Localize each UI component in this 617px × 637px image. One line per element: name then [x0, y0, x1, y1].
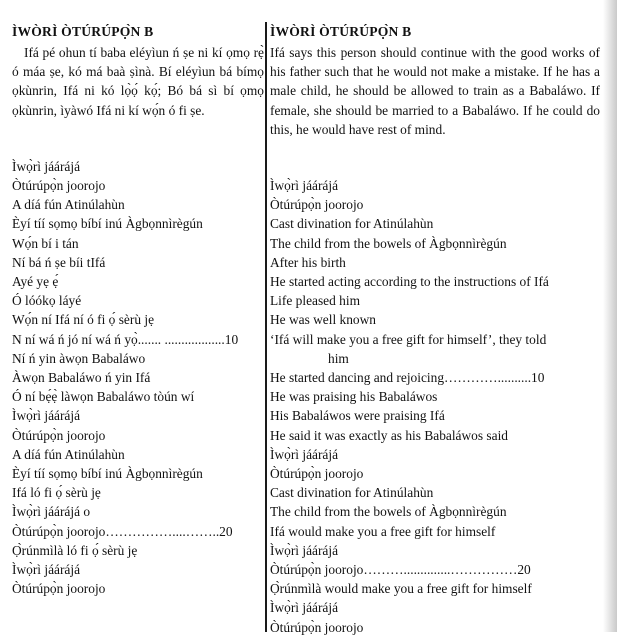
spacer	[12, 120, 264, 157]
verse-line: Ìwọ̀rì jáárájá	[270, 178, 339, 194]
verse-line: Òtúrúpọ̀n joorojo	[12, 581, 106, 597]
verse-line: Òtúrúpọ̀n joorojo	[270, 466, 364, 482]
verse-line: Òtúrúpọ̀n joorojo………..............……………20	[270, 562, 531, 578]
english-verses	[270, 176, 600, 637]
verse-line: Ìwọ̀rì jáárájá	[270, 600, 339, 616]
verse-line: Àwọn Babaláwo ń yin Ifá	[12, 370, 151, 386]
english-column	[270, 22, 600, 637]
verse-line: Ìwọ̀rì jáárájá	[270, 542, 339, 558]
verse-line: His Babaláwos were praising Ifá	[270, 408, 445, 424]
verse-line: Ìwọ̀rì jáárájá	[12, 562, 81, 578]
verse-line: Ọ̀rúnmìlà ló fi ọ́ sèrù jẹ	[12, 542, 138, 558]
verse-line: Ifá ló fi ọ́ sèrù jẹ	[12, 485, 101, 501]
page-edge-shadow	[603, 0, 617, 632]
spacer	[270, 139, 600, 176]
verse-line: Òtúrúpọ̀n joorojo	[270, 197, 364, 213]
verse-line: Èyí tíí sọmọ bíbí inú Àgbọnnìrègún	[12, 466, 203, 482]
verse-line: Òtúrúpọ̀n joorojo……………....……..20	[12, 523, 233, 539]
verse-line: The child from the bowels of Àgbọnnìrègún	[270, 235, 507, 251]
verse-line: He was praising his Babaláwos	[270, 389, 438, 405]
english-intro: Ifá says this person should continue with the good works of his father such that he would not make a mistake. If he has a male child, he should be allowed to train as a Babaláwo. If female, she should be married to a Babaláwo. If he could do this, he would have rest of mind.	[270, 45, 600, 137]
verse-line: He said it was exactly as his Babaláwos said	[270, 427, 508, 443]
verse-line: Ọ̀rúnmìlà would make you a free gift for himself	[270, 581, 532, 597]
verse-line: Òtúrúpọ̀n joorojo	[12, 427, 106, 443]
column-divider	[265, 22, 267, 632]
verse-line: After his birth	[270, 254, 346, 270]
verse-line: Cast divination for Atinúlahùn	[270, 485, 434, 501]
verse-line: A díá fún Atinúlahùn	[12, 446, 125, 462]
yoruba-column	[12, 22, 264, 598]
verse-line: Ó ní bẹ́ẹ̀ làwọn Babaláwo tòún wí	[12, 389, 195, 405]
verse-line: N ní wá ń jó ní wá ń yọ̀....... ..................10	[12, 331, 239, 347]
verse-line: Cast divination for Atinúlahùn	[270, 216, 434, 232]
verse-line: Ifá would make you a free gift for himself	[270, 523, 496, 539]
verse-line: Ní ń yin àwọn Babaláwo	[12, 350, 146, 366]
verse-line: The child from the bowels of Àgbọnnìrègún	[270, 504, 507, 520]
verse-line: Ìwọ̀rì jáárájá o	[12, 504, 91, 520]
verse-line: Ìwọ̀rì jáárájá	[12, 158, 81, 174]
verse-line-continuation: him	[328, 350, 349, 366]
verse-line: Ní bá ń ṣe bíi tIfá	[12, 254, 106, 270]
yoruba-heading: ÌWÒRÌ ÒTÚRÚPỌ̀N B	[12, 24, 154, 39]
verse-line: Òtúrúpọ̀n joorojo	[12, 178, 106, 194]
verse-line: He was well known	[270, 312, 376, 328]
verse-line: A díá fún Atinúlahùn	[12, 197, 125, 213]
verse-line: Ayé yẹ ẹ́	[12, 274, 59, 290]
verse-line: He started acting according to the instructions of Ifá	[270, 274, 549, 290]
verse-line: ‘Ifá will make you a free gift for himself’, they told	[270, 331, 547, 347]
verse-line: Òtúrúpọ̀n joorojo	[270, 619, 364, 635]
verse-line: Ó lóókọ láyé	[12, 293, 82, 309]
verse-line: Ìwọ̀rì jáárájá	[12, 408, 81, 424]
verse-line: Life pleased him	[270, 293, 360, 309]
english-heading: ÌWÒRÌ ÒTÚRÚPỌ̀N B	[270, 24, 412, 39]
verse-line: He started dancing and rejoicing…………..........10	[270, 370, 545, 386]
yoruba-verses	[12, 157, 264, 599]
verse-line: Wọ́n ní Ifá ní ó fi ọ́ sèrù jẹ	[12, 312, 155, 328]
verse-line: Ìwọ̀rì jáárájá	[270, 446, 339, 462]
verse-line: Èyí tíí sọmọ bíbí inú Àgbọnnìrègún	[12, 216, 203, 232]
yoruba-intro: Ifá pé ohun tí baba eléyìun ń ṣe ni kí ọmọ rẹ̀ ó máa ṣe, kó má baà ṣìnà. Bí eléyìun bá bímọ ọkùnrin, Ifá ni kó lọ̀ọ́ kọ́; Bó bá sì bí ọmọ ọkùnrin, ìyàwó Ifá ni kí wọ́n ó fi ṣe.	[12, 45, 264, 118]
verse-line: Wọ́n bí i tán	[12, 235, 79, 251]
